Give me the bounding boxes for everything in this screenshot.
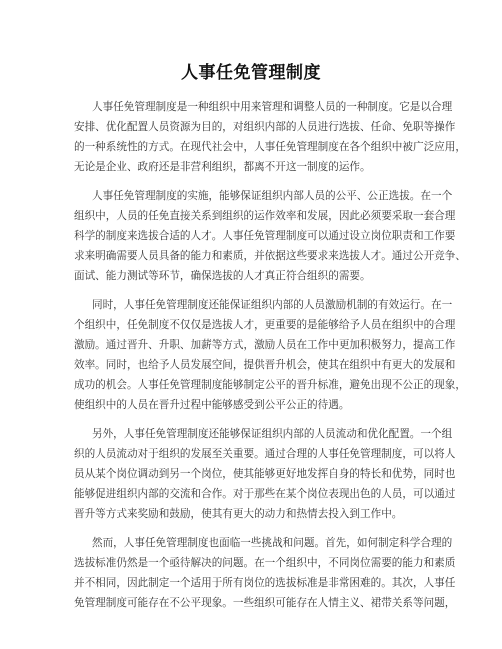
- paragraph-1-line-2: 安排、优化配置人员资源为目的，对组织内部的人员进行选拔、任命、免职等操作: [74, 121, 456, 133]
- paragraph-5-line-1: 然而，人事任免管理制度也面临一些挑战和问题。首先，如何制定科学合理的: [92, 537, 453, 549]
- paragraph-3-line-2: 个组织中，任免制度不仅仅是选拔人才，更重要的是能够给予人员在组织中的合理: [74, 319, 456, 331]
- paragraph-3-line-4: 效率。同时，也给予人员发展空间，提供晋升机会，使其在组织中有更大的发展和: [74, 359, 456, 371]
- paragraph-4-line-3: 员从某个岗位调动到另一个岗位，使其能够更好地发挥自身的特长和优势，同时也: [74, 468, 456, 480]
- paragraph-5-line-2: 选拔标准仍然是一个亟待解决的问题。在一个组织中，不同岗位需要的能力和素质: [74, 557, 456, 569]
- paragraph-2-line-3: 科学的制度来选拔合适的人才。人事任免管理制度可以通过设立岗位职责和工作要: [74, 230, 456, 242]
- paragraph-3-line-6: 使组织中的人员在晋升过程中能够感受到公平公正的待遇。: [74, 399, 350, 411]
- paragraph-4-line-2: 织的人员流动对于组织的发展至关重要。通过合理的人事任免管理制度，可以将人: [74, 448, 456, 460]
- paragraph-2-line-4: 求来明确需要人员具备的能力和素质，并依据这些要求来选拔人才。通过公开竞争、: [74, 250, 466, 262]
- paragraph-3-line-1: 同时，人事任免管理制度还能保证组织内部的人员激励机制的有效运行。在一: [92, 299, 453, 311]
- paragraph-5-line-4: 免管理制度可能存在不公平现象。一些组织可能存在人情主义、裙带关系等问题，: [74, 597, 456, 609]
- document-title: 人事任免管理制度: [181, 63, 321, 83]
- paragraph-2-line-1: 人事任免管理制度的实施，能够保证组织内部人员的公平、公正选拔。在一个: [92, 190, 453, 202]
- paragraph-2-line-2: 组织中，人员的任免直接关系到组织的运作效率和发展，因此必须要采取一套合理: [74, 210, 456, 222]
- paragraph-3-line-5: 成功的机会。人事任免管理制度能够制定公平的晋升标准，避免出现不公正的现象，: [74, 379, 466, 391]
- paragraph-4-line-1: 另外，人事任免管理制度还能够保证组织内部的人员流动和优化配置。一个组: [92, 428, 453, 440]
- paragraph-3-line-3: 激励。通过晋升、升职、加薪等方式，激励人员在工作中更加积极努力，提高工作: [74, 339, 456, 351]
- paragraph-5-line-3: 并不相同，因此制定一个适用于所有岗位的选拔标准是非常困难的。其次，人事任: [74, 577, 456, 589]
- paragraph-1-line-1: 人事任免管理制度是一种组织中用来管理和调整人员的一种制度。它是以合理: [92, 101, 453, 113]
- paragraph-1-line-4: 无论是企业、政府还是非营利组织，都离不开这一制度的运作。: [74, 161, 371, 173]
- paragraph-4-line-5: 晋升等方式来奖励和鼓励，使其有更大的动力和热情去投入到工作中。: [74, 508, 403, 520]
- paragraph-1-line-3: 的一种系统性的方式。在现代社会中，人事任免管理制度在各个组织中被广泛应用，: [74, 141, 466, 153]
- paragraph-2-line-5: 面试、能力测试等环节，确保选拔的人才真正符合组织的需要。: [74, 270, 371, 282]
- paragraph-4-line-4: 能够促进组织内部的交流和合作。对于那些在某个岗位表现出色的人员，可以通过: [74, 488, 456, 500]
